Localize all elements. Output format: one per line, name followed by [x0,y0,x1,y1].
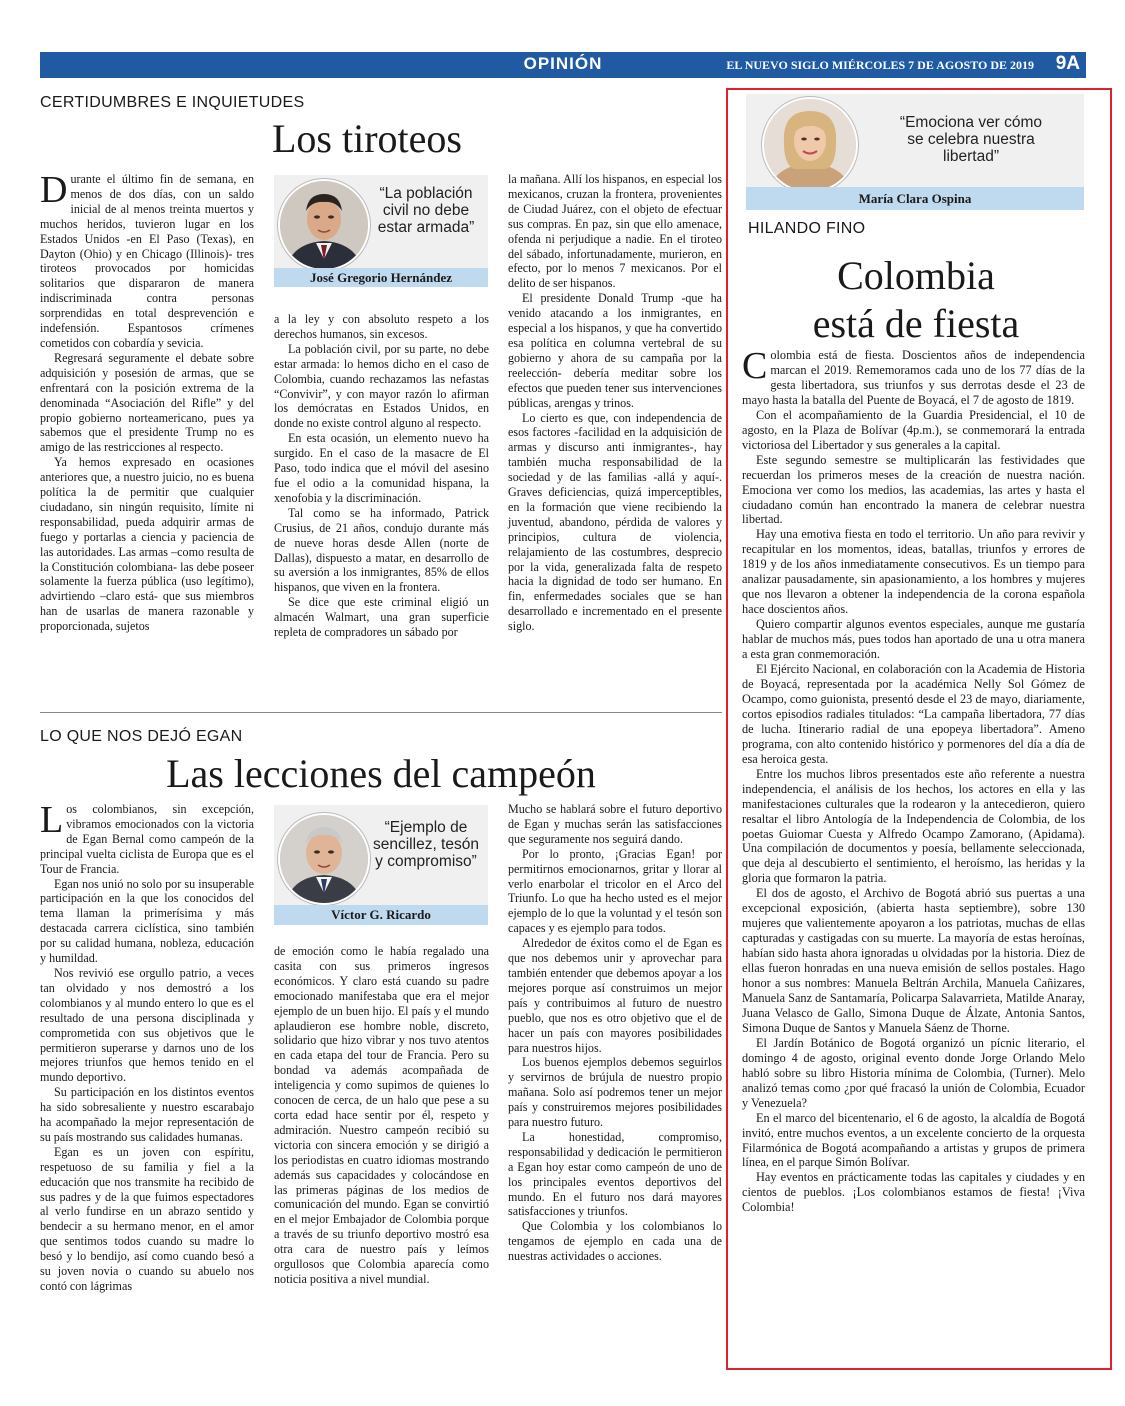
paragraph: Mucho se hablará sobre el futuro deportivo de Egan y muchas serán las satisfacciones que seguramente nos seguirá dando. [508,802,722,846]
article1-title: Los tiroteos [272,116,462,161]
article1-kicker: CERTIDUMBRES E INQUIETUDES [40,94,305,111]
paragraph: Se dice que este criminal eligió un almacén Walmart, una gran superficie repleta de compradores un sábado por [274,595,489,640]
page-number: 9A [1055,53,1080,74]
author-photo [278,813,370,905]
article2-column-3 [508,802,722,1264]
article1-column-1 [40,169,254,634]
paragraph: El Jardín Botánico de Bogotá organizó un pícnic literario, el domingo 4 de agosto, original evento donde Jorge Orlando Melo habló sobre su libro Historia mínima de Colombia, (Turner). Melo analizó temas como ¿por qué fracasó la unión de Colombia, Ecuador y Venezuela? [742,1035,1085,1110]
article2-column-2 [274,944,489,1287]
author-quote-card [274,805,488,925]
article2-kicker: LO QUE NOS DEJÓ EGAN [40,728,243,745]
paragraph: Regresará seguramente el debate sobre adquisición y posesión de armas, que se enfrentará con la posición extrema de la denominada “Asociación del Rifle” y del propio gobierno norteamericano, pues ya sabemos que el presidente Trump no es amigo de las restricciones al respecto. [40,350,254,455]
paragraph: Hay eventos en prácticamente todas las capitales y ciudades y en cientos de pueblos. ¡Los colombianos estamos de fiesta! ¡Viva Colombia! [742,1170,1085,1215]
paragraph: olombia está de fiesta. Doscientos años de independencia marcan el 2019. Rememoramos cada uno de los 77 días de la gesta libertadora, sus triunfos y sus derrotas desde el 23 de mayo hasta la batalla del Puente de Boyacá, el 7 de agosto de 1819. [742,348,1085,407]
article3-title [740,252,1092,348]
paragraph: En el marco del bicentenario, el 6 de agosto, la alcaldía de Bogotá invitó, entre muchos eventos, a un excelente concierto de la orquesta Filarmónica de Bogotá acompañando a artistas y grupos de primera línea, en el parque Simón Bolívar. [742,1110,1085,1170]
drop-cap: L [40,799,64,841]
paragraph: La honestidad, compromiso, responsabilidad y dedicación le permitieron a Egan hoy estar como campeón de uno de los principales eventos deportivos del mundo. En el futuro nos dará mayores satisfacciones y triunfos. [508,1129,722,1219]
paragraph: Nos revivió ese orgullo patrio, a veces tan olvidado y nos demostró a los colombianos y al mundo entero lo que es el resultado de una persona disciplinada y comprometida con sus objetivos que le permitieron superarse y darnos uno de los mejores triunfos que hemos tenido en el mundo deportivo. [40,965,254,1085]
paragraph: urante el último fin de semana, en menos de dos días, con un saldo inicial de al menos treinta muertos y muchos heridos, tuvieron lugar en los Estados Unidos -en El Paso (Texas), en Dayton (Ohio) y en Chicago (Illinois)- tres tiroteos provocados por homicidas solitarios que dispararon de manera indiscriminada contra personas sorprendidas en total desprevención e indefensión. Espantosos crímenes cometidos con cobardía y sevicia. [40,172,254,350]
paragraph: Su participación en los distintos eventos ha sido sobresaliente y nuestro escarabajo ha acompañado la mejor representación de su país mostrando sus calidades humanas. [40,1085,254,1144]
pull-quote: “Emociona ver cómo se celebra nuestra libertad” [899,114,1043,165]
article3-kicker: HILANDO FINO [748,220,866,237]
paragraph: la mañana. Allí los hispanos, en especial los mexicanos, cruzan la frontera, provenientes de Ciudad Juárez, con el objeto de efectuar sus compras. En paz, sin que ello amenace, ofenda ni perjudique a nadie. En el tiroteo del sábado, infortunadamente, murieron, en efecto, por lo menos 7 mexicanos. Por el delito de ser hispanos. [508,172,722,291]
paragraph: Que Colombia y los colombianos lo tengamos de ejemplo en cada una de nuestras actividades o acciones. [508,1219,722,1264]
article1-column-3 [508,172,722,634]
drop-cap: C [742,345,768,387]
paragraph: de emoción como le había regalado una casita con sus primeros ingresos económicos. Y claro está cuando su padre emocionado manifestaba que era el mejor ejemplo de un buen hijo. El país y el mundo aplaudieron ese hombre noble, discreto, solidario que hizo vibrar y nos tuvo atentos en cada etapa del tour de Francia. Pero su bondad va además acompañada de inteligencia y como supimos de quienes lo conocen de cerca, de un halo que pese a su corta edad hace sentir por él, respeto y admiración. Nuestro campeón recibió su victoria con sincera emoción y se dirigió a los periodistas en cuatro idiomas mostrando además sus capacidades y colocándose en las primeras páginas de los medios de comunicación del mundo. Egan se convirtió en el mejor Embajador de Colombia porque a través de su triunfo deportivo mostró esa otra cara de nuestro país y leímos orgullosos que Colombia aparecía como noticia positiva a nivel mundial. [274,944,489,1286]
paragraph: Alrededor de éxitos como el de Egan es que nos debemos unir y aprovechar para también entender que debemos apoyar a los mejores porque así construimos un mejor país y contribuimos al futuro de nuestro pueblo, que nos es otro objetivo que el de hacer un país con mayores posibilidades para nuestros hijos. [508,936,722,1055]
section-divider [40,712,722,713]
paragraph: Los buenos ejemplos debemos seguirlos y servirnos de brújula de nuestro propio mañana. Solo así podremos tener un mejor país y construiremos mejores posibilidades para nuestro futuro. [508,1055,722,1130]
masthead-date: EL NUEVO SIGLO MIÉRCOLES 7 DE AGOSTO DE 2019 [726,58,1034,72]
author-portrait-icon [280,181,368,269]
paragraph: Lo cierto es que, con independencia de esos factores -facilidad en la adquisición de armas y discurso anti inmigrantes-, hay también mucha responsabilidad de la sociedad y de las familias -allá y aquí-. Graves deficiencias, quizá imperceptibles, en la formación que viene recibiendo la juventud, abandono, pérdida de valores y principios, cultura de violencia, relajamiento de las costumbres, desprecio por la vida, generalizada falta de respeto hacia la dignidad de todo ser humano. En fin, enfermedades sociales que se han desarrollado e incrementado en el presente siglo. [508,410,722,634]
paragraph: Egan es un joven con espíritu, respetuoso de su familia y fiel a la educación que nos transmite ha recibido de sus padres y de la que fuimos espectadores al verlo fundirse en un abrazo sentido y bendecir a su hermano menor, en el amor que sentimos todos cuando su madre lo besó y lo bendijo, así como cuando besó a su joven novia o cuando su abuelo nos contó con lágrimas [40,1144,254,1293]
author-photo [762,97,858,193]
article3-title-line2: está de fiesta [812,301,1020,346]
pull-quote: “Ejemplo de sencillez, tesón y compromiso” [373,819,479,870]
pull-quote: “La población civil no debe estar armada” [377,185,475,236]
paragraph: El dos de agosto, el Archivo de Bogotá abrió sus puertas a una excepcional exposición, (abierta hasta septiembre), sobre 130 mujeres que valientemente apoyaron a los patriotas, muchas de ellas capturadas y castigadas con su muerte. La mayoría de estas heroínas, habían sido hasta ahora ignoradas u olvidadas por la historia. Diez de ellas fueron honradas en una nueva emisión de sellos postales. Hago honor a sus nombres: Manuela Beltrán Archila, Manuela Cañizares, Manuela Sanz de Santamaría, Policarpa Salavarrieta, Matilde Anaray, Juana Velasco de Gallo, Simona Duque de Álzate, Antonia Santos, Simona Duque de Santos y Manuela Sáenz de Thorne. [742,886,1085,1035]
paragraph: Por lo pronto, ¡Gracias Egan! por permitirnos emocionarnos, gritar y llorar al verlo enarbolar el tricolor en el Arco del Triunfo. Lo que ha hecho usted es el mejor ejemplo de lo que la voluntad y el tesón son capaces y es ejemplo para todos. [508,846,722,936]
article2-column-1 [40,799,254,1294]
author-quote-card [274,175,488,287]
paragraph: Egan nos unió no solo por su insuperable participación en la que los conocidos del tema llaman la primerísima y más destacada carrera ciclística, sino también por su calidad humana, nobleza, educación y humildad. [40,876,254,966]
paragraph: Este segundo semestre se multiplicarán las festividades que recuerdan los primeros meses de la creación de nuestra nación. Emociona ver como los medios, las academias, las artes y hasta el ciudadano común han encontrado la manera de celebrar nuestra libertad. [742,452,1085,527]
author-byline: María Clara Ospina [746,187,1084,210]
author-portrait-icon [280,815,368,903]
paragraph: La población civil, por su parte, no debe estar armada: lo hemos dicho en el caso de Colombia, cuando rechazamos las nefastas “Convivir”, y con mayor razón lo afirman los demócratas en Estados Unidos, en donde no existe control alguno al respecto. [274,341,489,431]
paragraph: El presidente Donald Trump -que ha venido atacando a los inmigrantes, en especial a los hispanos, y que ha convertido esa política en columna vertebral de su gobierno y ahora de su campaña por la reelección- debería meditar sobre los efectos que pueden tener sus intervenciones públicas, arengas y trinos. [508,291,722,410]
paragraph: Con el acompañamiento de la Guardia Presidencial, el 10 de agosto, en la Plaza de Bolívar (4p.m.), se conmemorará la entrada victoriosa del Libertador y sus generales a la capital. [742,407,1085,452]
section-header-bar [40,52,1086,78]
paragraph: El Ejército Nacional, en colaboración con la Academia de Historia de Boyacá, representada por la académica Nelly Sol Gómez de Ocampo, como guionista, presentó desde el 23 de mayo, diariamente, cortos episodios radiales titulados: “La campaña libertadora, 77 días de lucha. Itinerario radial de una epopeya libertadora”. Ameno programa, con alto contenido histórico y pormenores del día a día de esa heroica gesta. [742,662,1085,766]
paragraph: Quiero compartir algunos eventos especiales, aunque me gustaría hablar de muchos más, pues todos han aportado de una u otra manera a esta gran conmemoración. [742,617,1085,662]
paragraph: Hay una emotiva fiesta en todo el territorio. Un año para revivir y recapitular en los momentos, ideas, batallas, triunfos y errores de 1819 y de los años inmediatamente consecutivos. Es un tiempo para analizar pausadamente, sin apasionamiento, a los hombres y mujeres que nos llevaron a obtener la independencia de la corona española hace doscientos años. [742,527,1085,617]
paragraph: a la ley y con absoluto respeto a los derechos humanos, sin excesos. [274,312,489,341]
section-title: OPINIÓN [523,54,603,73]
paragraph: Tal como se ha informado, Patrick Crusius, de 21 años, condujo durante más de nueve horas desde Allen (norte de Dallas), dispuesto a matar, en desarrollo de su aversión a los inmigrantes, 85% de ellos hispanos, que viven en la frontera. [274,505,489,595]
author-photo [278,179,370,271]
article2-title: Las lecciones del campeón [166,751,596,796]
article3-title-line1: Colombia [837,253,995,298]
drop-cap: D [40,169,68,211]
author-byline: José Gregorio Hernández [274,268,488,287]
author-portrait-icon [764,99,856,191]
paragraph: Ya hemos expresado en ocasiones anteriores que, a nuestro juicio, no es buena política la de permitir que cualquier ciudadano, sin ningún requisito, límite ni responsabilidad, pueda adquirir armas de fuego y portarlas a ciencia y paciencia de las autoridades. Las armas –como resulta de la Constitución colombiana- las debe poseer solamente la fuerza pública (uso legítimo), advirtiendo –claro está- que sus miembros han de usarlas de manera razonable y proporcionada, sujetos [40,455,254,634]
author-byline: Víctor G. Ricardo [274,905,488,925]
paragraph: En esta ocasión, un elemento nuevo ha surgido. En el caso de la masacre de El Paso, todo indica que el móvil del asesino fue el odio a la comunidad hispana, la xenofobia y la discriminación. [274,431,489,505]
article3-body [742,345,1085,1215]
author-quote-card [746,94,1084,210]
article1-column-2 [274,312,489,640]
paragraph: os colombianos, sin excepción, vibramos emocionados con la victoria de Egan Bernal como campeón de la principal vuelta ciclista de Europa que es el Tour de Francia. [40,802,254,876]
paragraph: Entre los muchos libros presentados este año referente a nuestra independencia, el análisis de los hechos, los actores en ella y las manifestaciones culturales que la rodearon y la antecedieron, quiero resaltar el libro Antología de la Independencia de Colombia, de los poetas Guiomar Cuesta y Alfredo Ocampo Zamorano, (Apidama). Una compilación de documentos y poesía, bellamente seleccionada, que deja al descubierto el sentimiento, el heroísmo, las heridas y la gloria que formaron la patria. [742,766,1085,886]
